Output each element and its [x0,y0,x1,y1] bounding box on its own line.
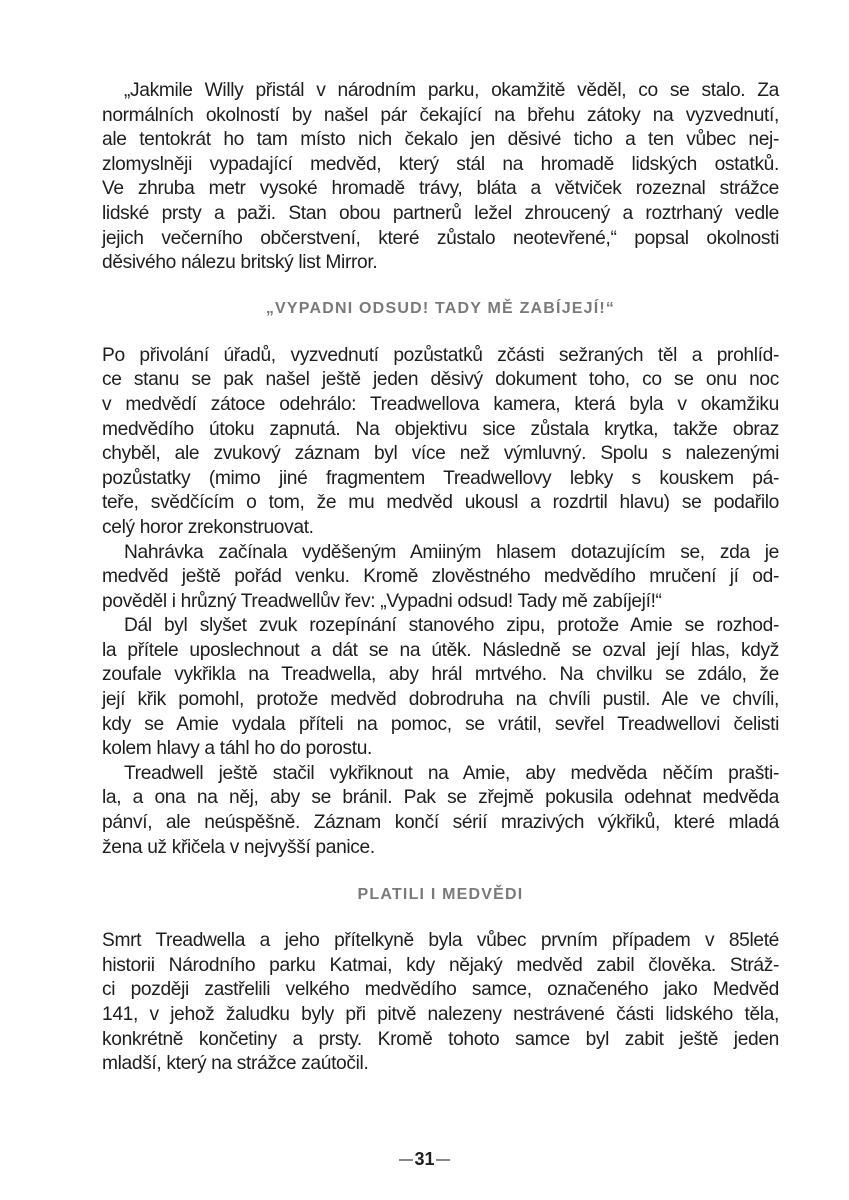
text-line: Ve zhruba metr vysoké hromadě trávy, bláta a větviček rozeznal strážce [102,178,779,200]
section-heading: „VYPADNI ODSUD! TADY MĚ ZABÍJEJÍ!“ [265,299,616,317]
text-line: ale tentokrát ho tam místo nich čekalo jen děsivé ticho a ten vůbec nej- [102,129,779,151]
page-number-text: 31 [414,1149,435,1169]
folio-dash-left [399,1159,413,1161]
page-number [0,1149,849,1170]
paragraph [102,79,779,276]
intro-section [102,79,779,276]
text-line: její křik pomohl, protože medvěd dobrodruha na chvíli pustil. Ale ve chvíli, [102,689,779,711]
text-line: normálních okolností by našel pár čekající na břehu zátoky na vyzvednutí, [102,104,779,126]
text-line: Dál byl slyšet zvuk rozepínání stanového zipu, protože Amie se rozhod- [124,615,779,637]
text-line: „Jakmile Willy přistál v národním parku, okamžitě věděl, co se stalo. Za [124,80,779,101]
text-line: Smrt Treadwella a jeho přítelkyně byla vůbec prvním případem v 85leté [102,930,779,952]
text-line: Po přivolání úřadů, vyzvednutí pozůstatků zčásti sežraných těl a prohlíd- [102,344,779,366]
text-line: v medvědí zátoce odehrálo: Treadwellova kamera, která byla v okamžiku [102,393,779,415]
text-line: pánví, ale neúspěšně. Záznam končí sérií mrazivých výkřiků, které mladá [102,812,779,834]
text-line: ce stanu se pak našel ještě jeden děsivý dokument toho, co se onu noc [102,369,779,391]
text-line: Nahrávka začínala vyděšeným Amiiným hlasem dotazujícím se, zda je [124,541,779,563]
text-line: la, a ona na něj, aby se bránil. Pak se zřejmě pokusila odehnat medvěda [102,787,779,809]
text-line: mladší, který na strážce zaútočil. [102,1053,369,1075]
text-line: medvědího útoku zapnutá. Na objektivu sice zůstala krytka, takže obraz [102,418,779,440]
text-line: zoufale vykřikla na Treadwella, aby hrál mrtvého. Na chvilku se zdálo, že [102,664,779,686]
page-body [102,79,779,1077]
text-line: Treadwell ještě stačil vykřiknout na Amie, aby medvěda něčím prašti- [124,762,779,784]
text-line: konkrétně končetiny a prsty. Kromě tohoto samce byl zabit ještě jeden [102,1028,779,1050]
text-line: celý horor zrekonstruovat. [102,516,314,538]
text-line: kdy se Amie vydala příteli na pomoc, se vrátil, sevřel Treadwellovi čelisti [102,713,779,735]
text-line: teře, svědčícím o tom, že mu medvěd ukousl a rozdrtil hlavu) se podařilo [102,492,779,514]
section-platili-i-medvedi [102,883,779,1077]
text-line: děsivého nálezu britský list Mirror. [102,252,378,274]
text-line: žena už křičela v nejvyšší panice. [102,836,375,858]
text-line: zlomyslněji vypadající medvěd, který stál na hromadě lidských ostatků. [102,153,779,175]
paragraph [102,762,779,860]
section-vypadni-odsud [102,297,779,860]
folio-dash-right [436,1159,450,1161]
text-line: pozůstatky (mimo jiné fragmentem Treadwellovy lebky s kouskem pá- [102,467,779,489]
paragraph [102,614,779,762]
text-line: pověděl i hrůzný Treadwellův řev: „Vypadni odsud! Tady mě zabíjejí!“ [102,590,662,612]
paragraph [102,929,779,1077]
paragraph [102,344,779,541]
text-line: la přítele uposlechnout a dát se na útěk. Následně se ozval její hlas, když [102,639,779,661]
text-line: 141, v jehož žaludku byly při pitvě nalezeny nestrávené části lidského těla, [102,1004,779,1025]
text-line: jejich večerního občerstvení, které zůstalo neotevřené,“ popsal okolnosti [102,227,779,249]
text-line: chyběl, ale zvukový záznam byl více než výmluvný. Spolu s nalezenými [102,443,779,465]
text-line: lidské prsty a paži. Stan obou partnerů ležel zhroucený a roztrhaný vedle [102,202,779,224]
paragraph [102,541,779,615]
text-line: historii Národního parku Katmai, kdy nějaký medvěd zabil člověka. Stráž- [102,954,779,976]
text-line: ci později zastřelili velkého medvědího samce, označeného jako Medvěd [102,979,779,1001]
text-line: medvěd ještě pořád venku. Kromě zlověstného medvědího mručení jí od- [102,566,779,588]
text-line: kolem hlavy a táhl ho do porostu. [102,738,373,760]
section-heading: PLATILI I MEDVĚDI [357,886,524,904]
